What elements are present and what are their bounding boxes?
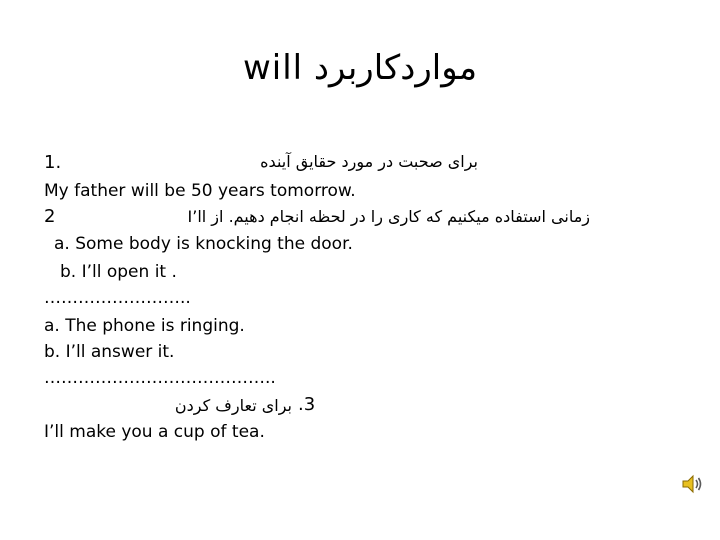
example-2b: b. I’ll open it . bbox=[60, 262, 177, 282]
item-3-text: برای تعارف کردن bbox=[174, 396, 292, 415]
item-1-text: برای صحبت در مورد حقایق آینده bbox=[260, 152, 478, 171]
separator-dots-2: ………………………………….. bbox=[44, 368, 276, 388]
example-1: My father will be 50 years tomorrow. bbox=[44, 181, 356, 201]
item-2-text: زمانی استفاده میکنیم که کاری را در لحظه انجام دهیم. از I’ll bbox=[187, 207, 590, 226]
speaker-icon[interactable] bbox=[680, 472, 704, 496]
example-2a: a. Some body is knocking the door. bbox=[54, 234, 353, 254]
slide-title: مواردکاربرد will bbox=[242, 48, 478, 88]
example-3b: b. I’ll answer it. bbox=[44, 342, 175, 362]
item-3-number: .3 bbox=[298, 394, 316, 415]
item-1-number: 1. bbox=[44, 152, 62, 173]
example-4: I’ll make you a cup of tea. bbox=[44, 422, 265, 442]
example-3a: a. The phone is ringing. bbox=[44, 316, 245, 336]
item-2-number: 2 bbox=[44, 206, 56, 227]
separator-dots-1: …………………….. bbox=[44, 288, 191, 308]
